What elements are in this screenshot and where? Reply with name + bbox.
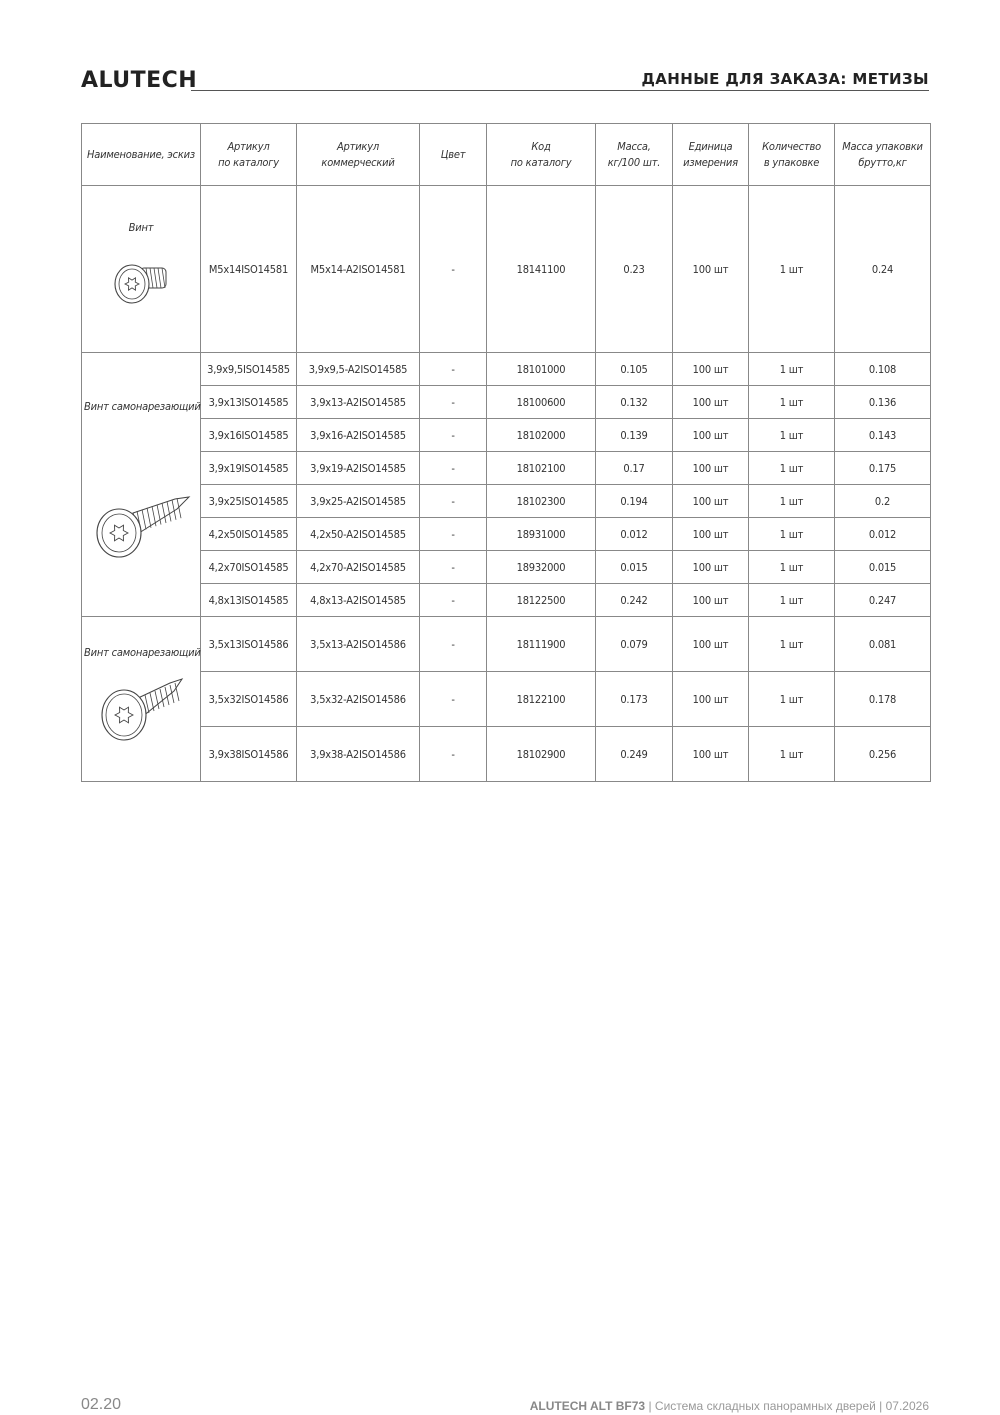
item-name: Винт самонарезающий [84,646,201,659]
table-row [82,617,931,672]
col-pack-mass-cell: 0.015 [835,551,931,584]
col-unit-cell: 100 шт [673,186,749,353]
col-commercial-article-cell: 4,2x70-A2ISO14585 [297,551,420,584]
col-catalog-article-cell: 3,9x38ISO14586 [201,727,297,782]
col-pack-mass-cell: 0.24 [835,186,931,353]
footer-caption [530,1399,929,1413]
col-color-cell: - [420,452,487,485]
col-commercial-article-cell: 4,8x13-A2ISO14585 [297,584,420,617]
col-mass-cell: 0.249 [596,727,673,782]
col-catalog-article-header [201,124,297,186]
col-color-cell: - [420,672,487,727]
header-label-line: Единица [688,139,733,153]
col-unit-header [673,124,749,186]
header-label-line: измерения [683,155,738,169]
col-mass-cell: 0.17 [596,452,673,485]
footer-brand: ALUTECH ALT BF73 [529,1399,646,1413]
fasteners-order-table [81,123,931,782]
col-catalog-code-cell: 18102000 [487,419,596,452]
header-label-line: кг/100 шт. [607,155,661,169]
col-pack-qty-cell: 1 шт [749,584,835,617]
col-catalog-code-cell: 18931000 [487,518,596,551]
col-commercial-article-cell: 3,5x13-A2ISO14586 [297,617,420,672]
table-header-row [82,124,931,186]
header-label-line: Масса упаковки [842,139,923,153]
col-pack-qty-cell: 1 шт [749,672,835,727]
header-label-line: Наименование, эскиз [87,147,195,161]
page-number: 02.20 [81,1396,122,1413]
table-row [82,485,931,518]
col-pack-qty-cell: 1 шт [749,551,835,584]
col-commercial-article-cell: 3,5x32-A2ISO14586 [297,672,420,727]
col-color-cell: - [420,727,487,782]
col-commercial-article-cell: 3,9x19-A2ISO14585 [297,452,420,485]
col-color-header [420,124,487,186]
col-commercial-article-cell: 3,9x16-A2ISO14585 [297,419,420,452]
col-unit-cell: 100 шт [673,672,749,727]
table-row [82,584,931,617]
table-row [82,518,931,551]
col-catalog-code-cell: 18141100 [487,186,596,353]
col-mass-cell: 0.23 [596,186,673,353]
col-pack-mass-cell: 0.178 [835,672,931,727]
col-catalog-article-cell: 3,9x9,5ISO14585 [201,353,297,386]
col-unit-cell: 100 шт [673,617,749,672]
item-name-sketch-cell [82,617,201,782]
col-catalog-code-cell: 18101000 [487,353,596,386]
col-commercial-article-cell: 3,9x9,5-A2ISO14585 [297,353,420,386]
col-mass-cell: 0.242 [596,584,673,617]
col-pack-mass-cell: 0.108 [835,353,931,386]
item-name-sketch-cell [82,186,201,353]
header-label-line: Артикул [336,139,379,153]
col-pack-mass-header [835,124,931,186]
col-pack-qty-cell: 1 шт [749,485,835,518]
col-mass-cell: 0.105 [596,353,673,386]
col-mass-cell: 0.132 [596,386,673,419]
col-catalog-code-cell: 18102900 [487,727,596,782]
item-name-sketch-cell [82,353,201,617]
col-mass-cell: 0.194 [596,485,673,518]
col-pack-qty-header [749,124,835,186]
col-unit-cell: 100 шт [673,584,749,617]
col-mass-header [596,124,673,186]
col-unit-cell: 100 шт [673,518,749,551]
col-color-cell: - [420,617,487,672]
col-commercial-article-cell: 3,9x13-A2ISO14585 [297,386,420,419]
col-catalog-article-cell: 3,9x16ISO14585 [201,419,297,452]
table-row [82,727,931,782]
col-pack-mass-cell: 0.2 [835,485,931,518]
col-commercial-article-cell: 3,9x25-A2ISO14585 [297,485,420,518]
col-catalog-article-cell: 3,5x32ISO14586 [201,672,297,727]
col-pack-mass-cell: 0.247 [835,584,931,617]
col-catalog-article-cell: M5x14ISO14581 [201,186,297,353]
col-commercial-article-cell: 4,2x50-A2ISO14585 [297,518,420,551]
table-row [82,452,931,485]
col-mass-cell: 0.079 [596,617,673,672]
col-catalog-code-cell: 18111900 [487,617,596,672]
header-label-line: Артикул [227,139,270,153]
torx-countersunk-self-tapping-screw-icon [84,669,198,752]
footer-text: | Система складных панорамных дверей | 07.2026 [648,1399,929,1413]
col-color-cell: - [420,186,487,353]
col-pack-qty-cell: 1 шт [749,617,835,672]
col-color-cell: - [420,386,487,419]
col-pack-mass-cell: 0.256 [835,727,931,782]
col-unit-cell: 100 шт [673,419,749,452]
col-pack-qty-cell: 1 шт [749,419,835,452]
table-row [82,419,931,452]
page-header [81,66,929,96]
col-pack-qty-cell: 1 шт [749,186,835,353]
header-label-line: Код [531,139,551,153]
col-catalog-code-cell: 18102300 [487,485,596,518]
table-row [82,551,931,584]
col-catalog-code-cell: 18100600 [487,386,596,419]
col-catalog-article-cell: 3,5x13ISO14586 [201,617,297,672]
col-pack-mass-cell: 0.143 [835,419,931,452]
header-label-line: Количество [762,139,821,153]
col-commercial-article-header [297,124,420,186]
col-catalog-code-cell: 18932000 [487,551,596,584]
col-color-cell: - [420,353,487,386]
header-label-line: по каталогу [218,155,279,169]
col-color-cell: - [420,518,487,551]
col-catalog-code-cell: 18122100 [487,672,596,727]
col-color-cell: - [420,584,487,617]
header-label-line: Цвет [440,147,466,161]
col-unit-cell: 100 шт [673,485,749,518]
col-unit-cell: 100 шт [673,452,749,485]
col-pack-mass-cell: 0.012 [835,518,931,551]
col-color-cell: - [420,551,487,584]
col-unit-cell: 100 шт [673,551,749,584]
col-unit-cell: 100 шт [673,386,749,419]
col-pack-qty-cell: 1 шт [749,353,835,386]
header-label-line: коммерческий [321,155,395,169]
col-mass-cell: 0.139 [596,419,673,452]
col-catalog-article-cell: 4,2x50ISO14585 [201,518,297,551]
col-pack-qty-cell: 1 шт [749,386,835,419]
header-label-line: брутто,кг [858,155,907,169]
col-pack-qty-cell: 1 шт [749,727,835,782]
col-unit-cell: 100 шт [673,727,749,782]
table-row [82,672,931,727]
item-name: Винт [128,221,154,234]
col-name-sketch-header [82,124,201,186]
col-catalog-article-cell: 4,2x70ISO14585 [201,551,297,584]
col-unit-cell: 100 шт [673,353,749,386]
page-title: ДАННЫЕ ДЛЯ ЗАКАЗА: МЕТИЗЫ [634,70,929,88]
col-pack-mass-cell: 0.175 [835,452,931,485]
table-row [82,353,931,386]
torx-pan-head-self-tapping-screw-icon [84,487,198,570]
col-commercial-article-cell: 3,9x38-A2ISO14586 [297,727,420,782]
col-catalog-code-header [487,124,596,186]
col-pack-qty-cell: 1 шт [749,518,835,551]
col-catalog-code-cell: 18122500 [487,584,596,617]
table-row [82,386,931,419]
header-label-line: в упаковке [763,155,820,169]
header-label-line: по каталогу [510,155,572,169]
header-rule [191,90,929,91]
col-mass-cell: 0.012 [596,518,673,551]
col-pack-mass-cell: 0.081 [835,617,931,672]
col-catalog-code-cell: 18102100 [487,452,596,485]
col-catalog-article-cell: 4,8x13ISO14585 [201,584,297,617]
table-row [82,186,931,353]
header-label-line: Масса, [617,139,651,153]
col-catalog-article-cell: 3,9x25ISO14585 [201,485,297,518]
col-catalog-article-cell: 3,9x19ISO14585 [201,452,297,485]
col-color-cell: - [420,485,487,518]
brand-logo: ALUTECH [81,68,198,93]
col-pack-mass-cell: 0.136 [835,386,931,419]
col-color-cell: - [420,419,487,452]
col-mass-cell: 0.173 [596,672,673,727]
torx-machine-screw-icon [84,254,198,317]
item-name: Винт самонарезающий [84,399,201,413]
col-mass-cell: 0.015 [596,551,673,584]
col-catalog-article-cell: 3,9x13ISO14585 [201,386,297,419]
col-commercial-article-cell: M5x14-A2ISO14581 [297,186,420,353]
col-pack-qty-cell: 1 шт [749,452,835,485]
